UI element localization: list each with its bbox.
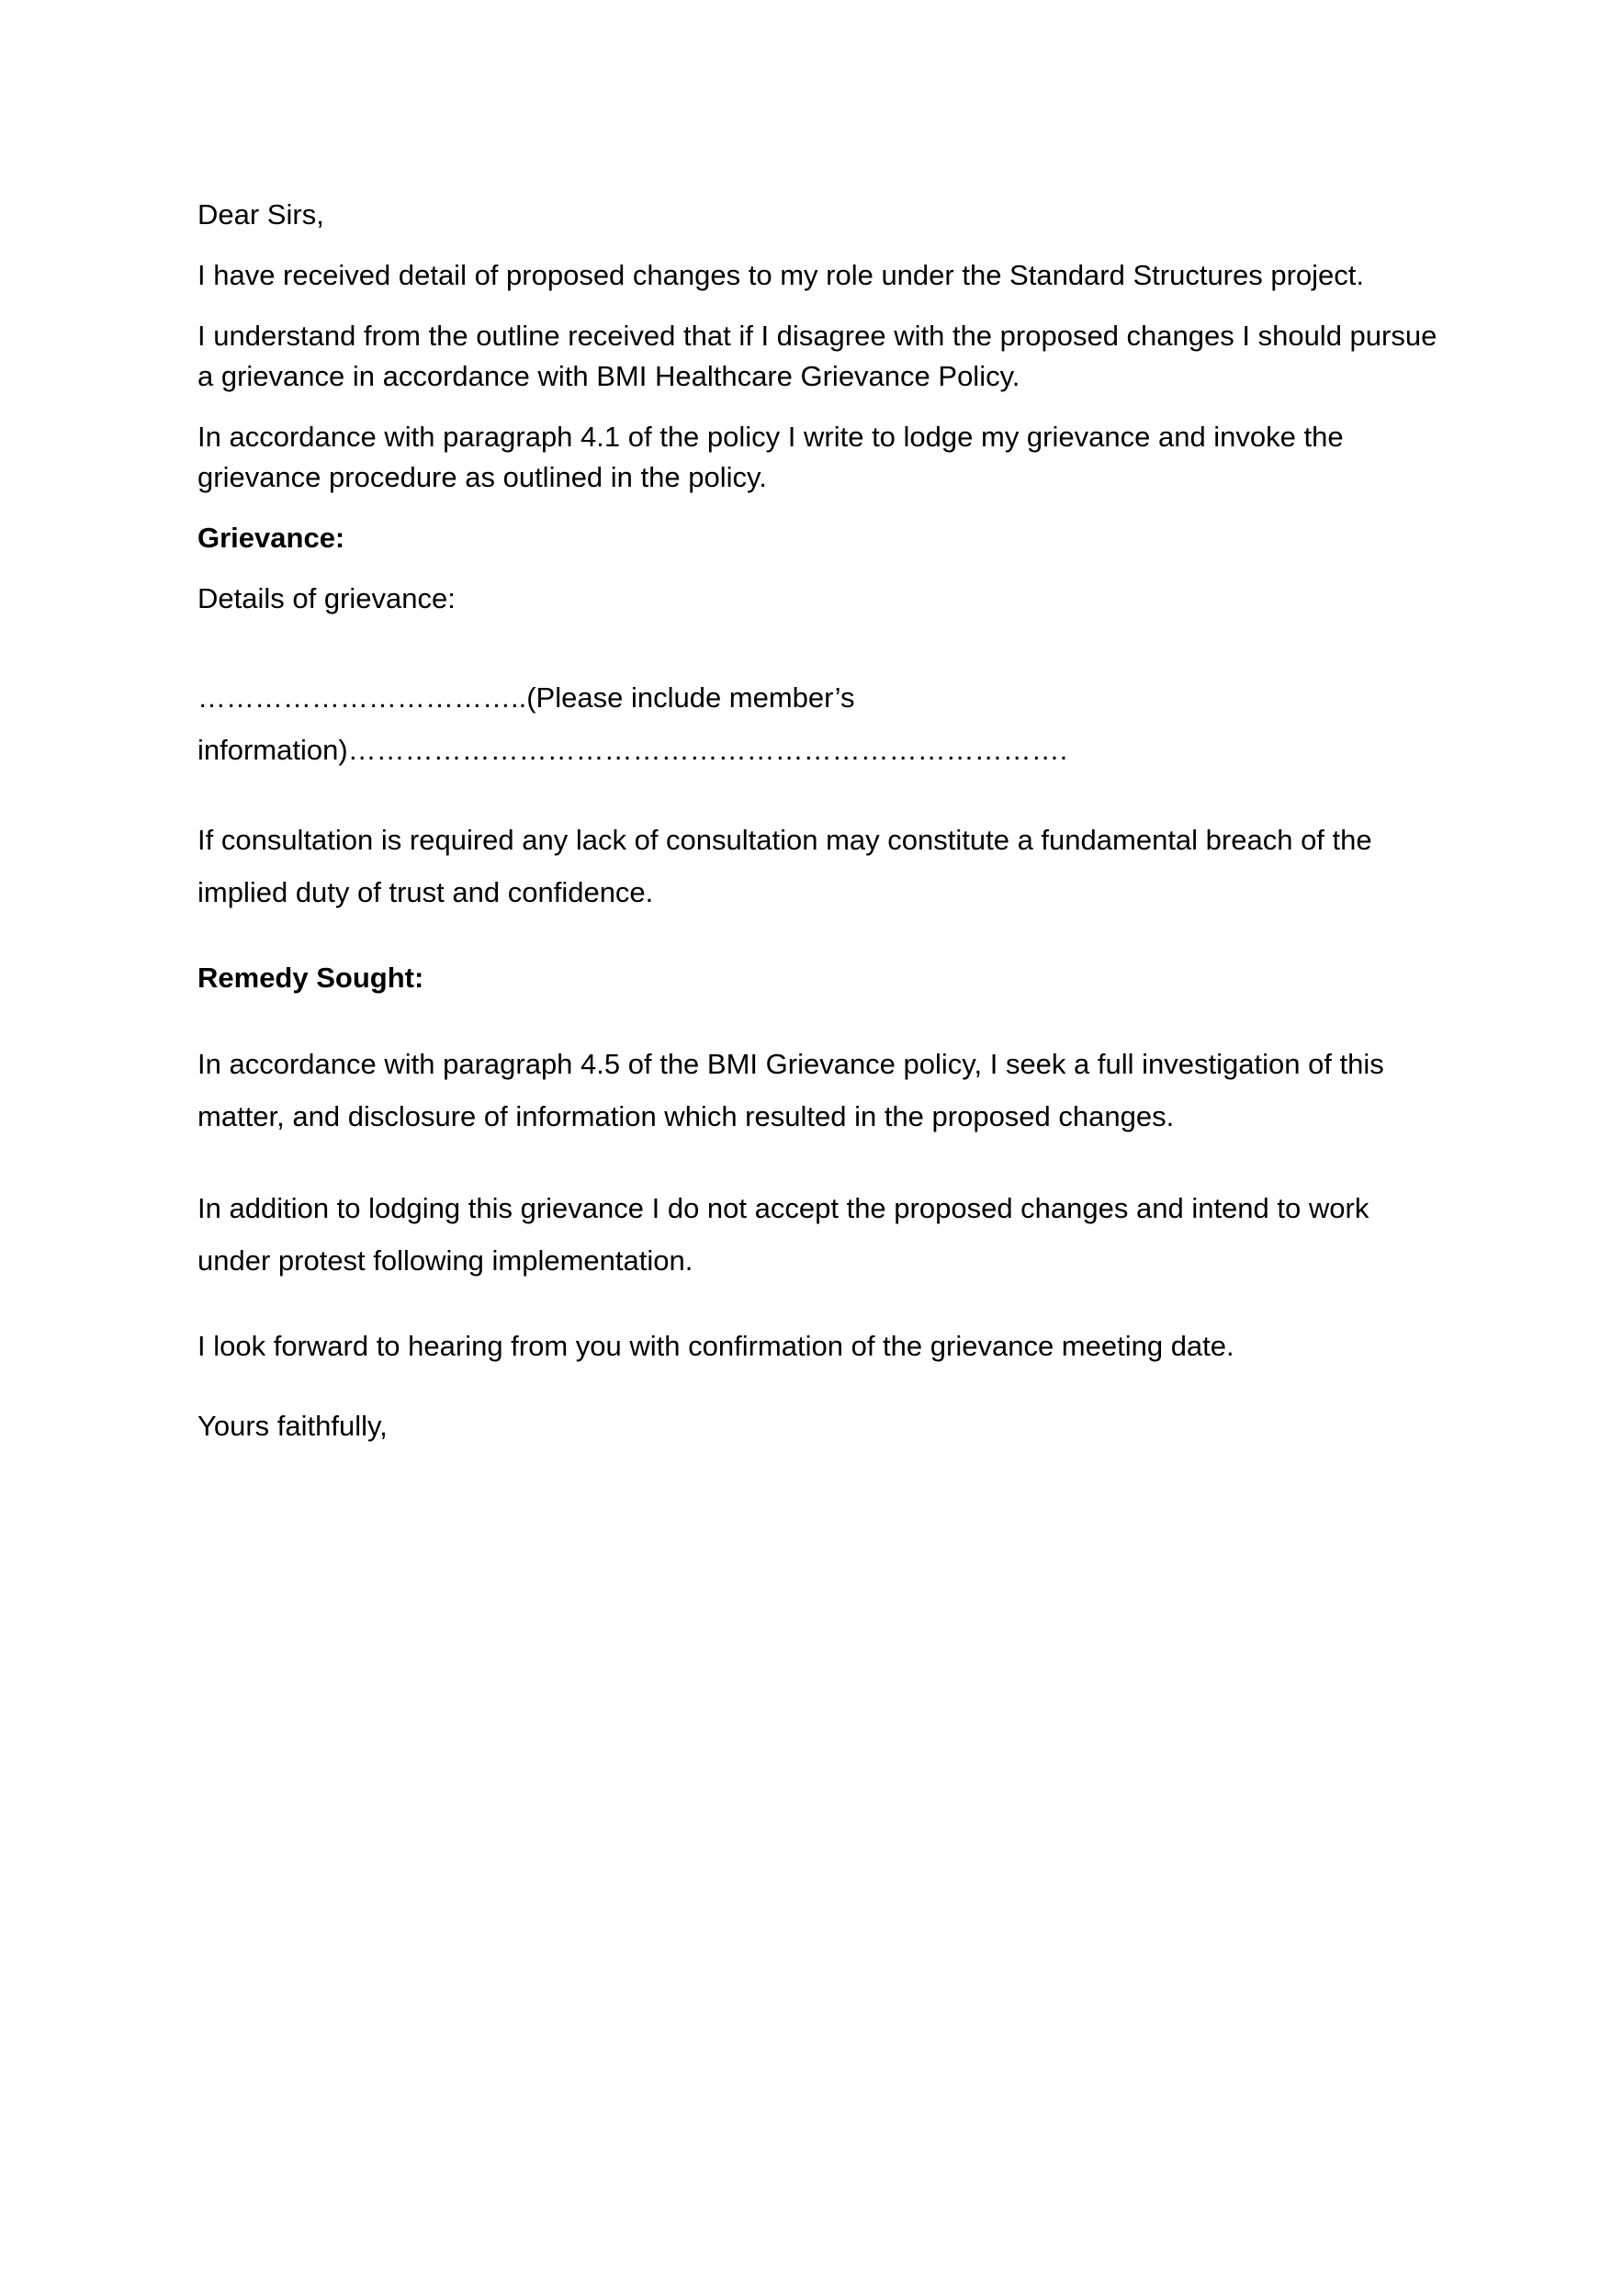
placeholder-line: information)………………………………………………………………….: [197, 734, 1068, 766]
paragraph-work-under-protest: In addition to lodging this grievance I do not accept the proposed changes and intend to work under protest following implementation.: [197, 1192, 1369, 1277]
letter-body: [197, 195, 1447, 1446]
paragraph-received-changes: I have received detail of proposed changes to my role under the Standard Structures project.: [197, 259, 1365, 291]
paragraph-look-forward: I look forward to hearing from you with confirmation of the grievance meeting date.: [197, 1330, 1234, 1362]
placeholder-line: ……………………………..(Please include member’s: [197, 681, 855, 714]
heading-grievance: Grievance:: [197, 522, 345, 554]
salutation: Dear Sirs,: [197, 198, 324, 231]
heading-remedy-sought: Remedy Sought:: [197, 962, 424, 994]
member-info-placeholder: [197, 671, 1447, 776]
closing: Yours faithfully,: [197, 1410, 388, 1442]
paragraph-consultation: If consultation is required any lack of consultation may constitute a fundamental breach of the implied duty of trust and confidence.: [197, 824, 1372, 908]
paragraph-investigation: In accordance with paragraph 4.5 of the BMI Grievance policy, I seek a full investigation of this matter, and disclosure of information which resulted in the proposed changes.: [197, 1048, 1384, 1132]
paragraph-pursue-grievance: I understand from the outline received that if I disagree with the proposed changes I should pursue a grievance in accordance with BMI Healthcare Grievance Policy.: [197, 320, 1437, 392]
details-label: Details of grievance:: [197, 582, 456, 614]
paragraph-lodge-grievance: In accordance with paragraph 4.1 of the policy I write to lodge my grievance and invoke the grievance procedure as outlined in the policy.: [197, 421, 1344, 493]
